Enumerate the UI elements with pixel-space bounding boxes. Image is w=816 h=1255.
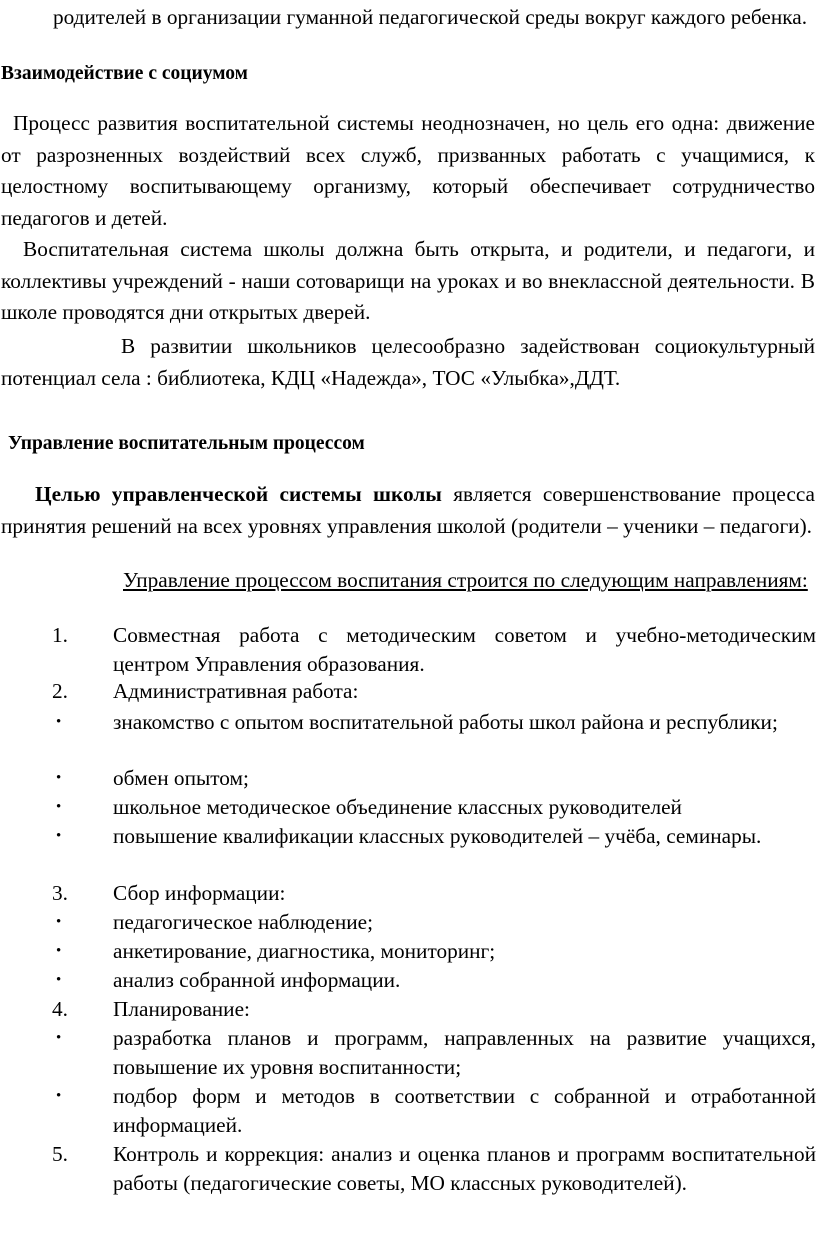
management-goal-rest: является совершенствование процесса принятия решений на всех уровнях управления школой (родители – ученики – педагоги). — [1, 482, 815, 538]
list-item-text: Административная работа: — [113, 679, 359, 703]
bullet-icon: • — [56, 799, 62, 815]
list-item-text: школьное методическое объединение классных руководителей — [113, 795, 682, 819]
heading-education-management: Управление воспитательным процессом — [8, 433, 365, 454]
list-item-text: Контроль и коррекция: анализ и оценка планов и программ воспитательной работы (педагогические советы, МО классных руководителей). — [113, 1142, 816, 1195]
list-item-text: разработка планов и программ, направленных на развитие учащихся, повышение их уровня воспитанности; — [113, 1026, 816, 1079]
list-item-text: повышение квалификации классных руководителей – учёба, семинары. — [113, 824, 762, 848]
list-item-text: педагогическое наблюдение; — [113, 910, 374, 934]
paragraph-management-goal — [1, 479, 815, 542]
bullet-icon: • — [56, 828, 62, 844]
list-item-text: Планирование: — [113, 997, 250, 1021]
bullet-icon: • — [56, 1088, 62, 1104]
paragraph-sociocultural-potential: В развитии школьников целесообразно задействован социокультурный потенциал села : библиотека, КДЦ «Надежда», ТОС «Улыбка»,ДДТ. — [1, 334, 815, 390]
list-number: 1. — [52, 623, 68, 647]
bullet-icon: • — [56, 972, 62, 988]
list-number: 3. — [52, 881, 68, 905]
list-item-text: анализ собранной информации. — [113, 968, 401, 992]
paragraph-intro-continuation: родителей в организации гуманной педагогической среды вокруг каждого ребенка. — [53, 5, 808, 29]
list-item-text: Сбор информации: — [113, 881, 286, 905]
list-number: 2. — [52, 679, 68, 703]
list-number: 5. — [52, 1142, 68, 1166]
list-item-text: анкетирование, диагностика, мониторинг; — [113, 939, 496, 963]
list-item-text: обмен опытом; — [113, 766, 249, 790]
heading-interaction-with-society: Взаимодействие с социумом — [1, 63, 248, 84]
list-item-text: подбор форм и методов в соответствии с собранной и отработанной информацией. — [113, 1084, 816, 1137]
list-item-text: знакомство с опытом воспитательной работы школ района и республики; — [113, 710, 778, 734]
bullet-icon: • — [56, 1030, 62, 1046]
bullet-icon: • — [56, 914, 62, 930]
paragraph-directions-intro: Управление процессом воспитания строится по следующим направлениям: — [123, 568, 808, 592]
bullet-icon: • — [56, 770, 62, 786]
bullet-icon: • — [56, 714, 62, 730]
paragraph-process-development: Процесс развития воспитательной системы неоднозначен, но цель его одна: движение от разрозненных воздействий всех служб, призванных работать с учащимися, к целостному воспитывающему организму, который обеспечивает сотрудничество педагогов и детей. — [1, 111, 815, 230]
list-number: 4. — [52, 997, 68, 1021]
bullet-icon: • — [56, 943, 62, 959]
management-goal-bold: Целью управленческой системы школы — [35, 482, 442, 506]
list-item-text: Совместная работа с методическим советом и учебно-методическим центром Управления образования. — [113, 623, 816, 676]
paragraph-open-system: Воспитательная система школы должна быть открыта, и родители, и педагоги, и коллективы учреждений - наши сотоварищи на уроках и во внеклассной деятельности. В школе проводятся дни открытых дверей. — [1, 237, 815, 324]
